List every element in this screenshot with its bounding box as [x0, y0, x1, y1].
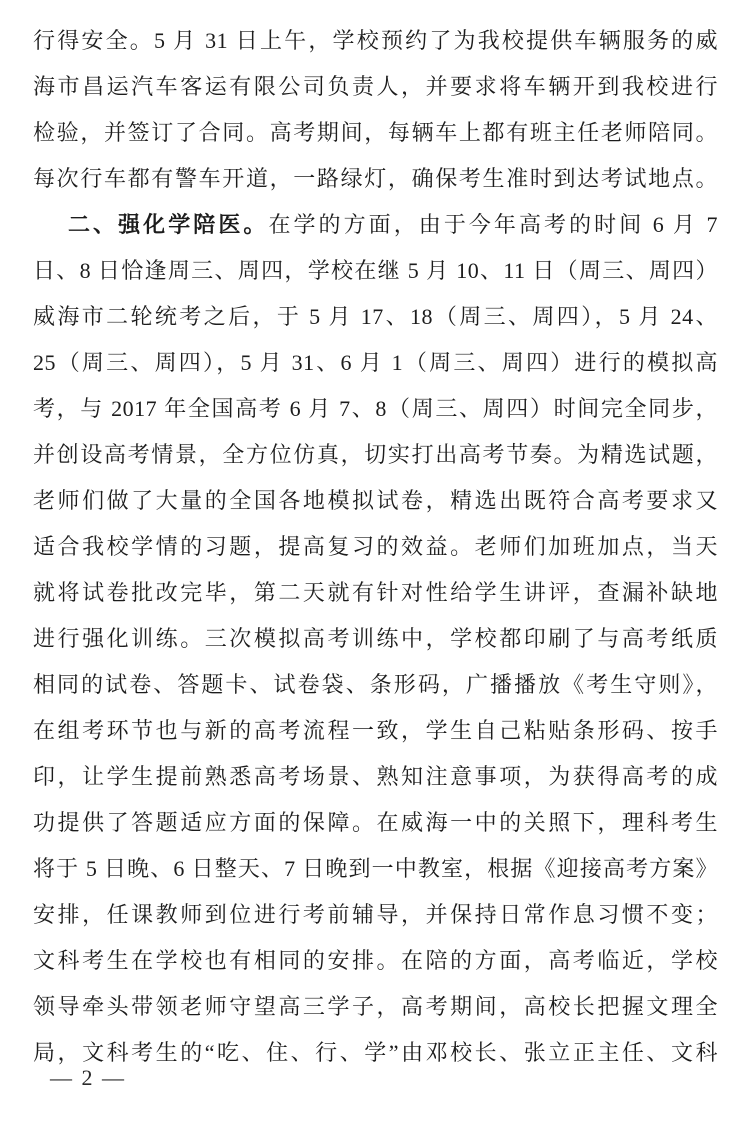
text-run: 文科考生在学校也有相同的安排。在陪的方面，高考临近，学校: [33, 948, 718, 973]
text-run: 威海市二轮统考之后，于 5 月 17、18（周三、周四），5 月 24、: [33, 304, 718, 329]
text-line: [33, 800, 718, 846]
text-line: [33, 110, 718, 156]
document-body: [33, 18, 718, 1076]
text-line: [33, 386, 718, 432]
text-line: [33, 938, 718, 984]
text-run: 局，文科考生的“吃、住、行、学”由邓校长、张立正主任、文科: [33, 1040, 718, 1065]
text-run: 印，让学生提前熟悉高考场景、熟知注意事项，为获得高考的成: [33, 764, 718, 789]
page-number: — 2 —: [50, 1065, 126, 1090]
text-line: [33, 662, 718, 708]
text-run: 将于 5 日晚、6 日整天、7 日晚到一中教室，根据《迎接高考方案》: [33, 856, 718, 881]
text-line: [33, 64, 718, 110]
section-heading: 二、强化学陪医。: [68, 212, 269, 237]
text-run: 就将试卷批改完毕，第二天就有针对性给学生讲评，查漏补缺地: [33, 580, 718, 605]
text-run: 日、8 日恰逢周三、周四，学校在继 5 月 10、11 日（周三、周四）: [33, 258, 718, 283]
text-run: 海市昌运汽车客运有限公司负责人，并要求将车辆开到我校进行: [33, 74, 718, 99]
text-line: [33, 478, 718, 524]
text-run: 在学的方面，由于今年高考的时间 6 月 7: [268, 212, 718, 237]
text-run: 相同的试卷、答题卡、试卷袋、条形码，广播播放《考生守则》，: [33, 672, 718, 697]
text-line: [33, 294, 718, 340]
text-run: 行得安全。5 月 31 日上午，学校预约了为我校提供车辆服务的威: [33, 28, 718, 53]
text-run: 每次行车都有警车开道，一路绿灯，确保考生准时到达考试地点。: [33, 166, 718, 191]
text-line: [33, 432, 718, 478]
text-run: 25（周三、周四），5 月 31、6 月 1（周三、周四）进行的模拟高: [33, 350, 718, 375]
text-run: 老师们做了大量的全国各地模拟试卷，精选出既符合高考要求又: [33, 488, 718, 513]
text-run: 安排，任课教师到位进行考前辅导，并保持日常作息习惯不变；: [33, 902, 718, 927]
text-run: 并创设高考情景，全方位仿真，切实打出高考节奏。为精选试题，: [33, 442, 718, 467]
text-run: 功提供了答题适应方面的保障。在威海一中的关照下，理科考生: [33, 810, 718, 835]
text-line: [33, 156, 718, 202]
text-line: [33, 846, 718, 892]
text-line: [33, 1030, 718, 1076]
text-line: [33, 984, 718, 1030]
text-run: 适合我校学情的习题，提高复习的效益。老师们加班加点，当天: [33, 534, 718, 559]
text-line: [33, 18, 718, 64]
text-line: [33, 570, 718, 616]
text-run: 在组考环节也与新的高考流程一致，学生自己粘贴条形码、按手: [33, 718, 718, 743]
text-line: [33, 754, 718, 800]
text-line: [33, 616, 718, 662]
text-line: [33, 524, 718, 570]
text-line: [33, 708, 718, 754]
text-line: [33, 248, 718, 294]
text-run: 进行强化训练。三次模拟高考训练中，学校都印刷了与高考纸质: [33, 626, 718, 651]
text-line: [33, 202, 718, 248]
text-line: [33, 892, 718, 938]
text-run: 领导牵头带领老师守望高三学子，高考期间，高校长把握文理全: [33, 994, 718, 1019]
text-run: 考，与 2017 年全国高考 6 月 7、8（周三、周四）时间完全同步，: [33, 396, 718, 421]
text-run: 检验，并签订了合同。高考期间，每辆车上都有班主任老师陪同。: [33, 120, 718, 145]
text-line: [33, 340, 718, 386]
